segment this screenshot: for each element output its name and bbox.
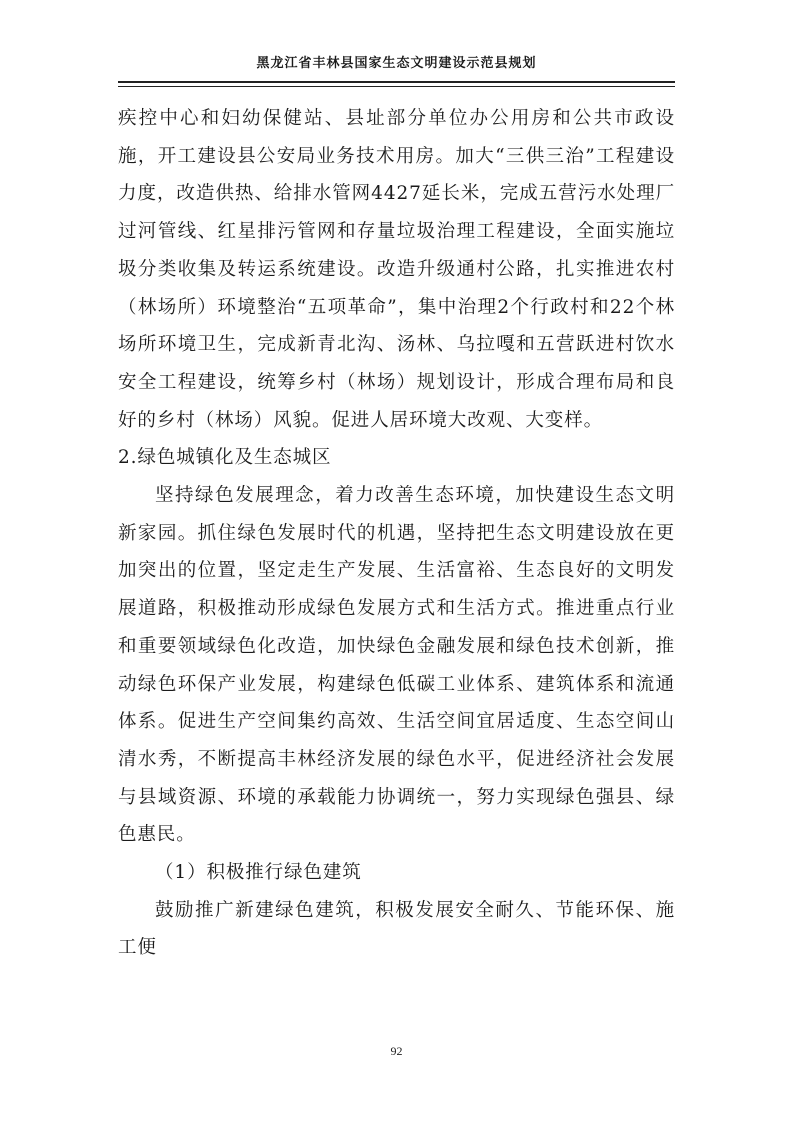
section-paragraph: 坚持绿色发展理念，着力改善生态环境，加快建设生态文明新家园。抓住绿色发展时代的机遇，坚持把生态文明建设放在更加突出的位置，坚定走生产发展、生活富裕、生态良好的文明发展道路，积极推动形成绿色发展方式和生活方式。推进重点行业和重要领域绿色化改造，加快绿色金融发展和绿色技术创新，推动绿色环保产业发展，构建绿色低碳工业体系、建筑体系和流通体系。促进生产空间集约高效、生活空间宜居适度、生态空间山清水秀，不断提高丰林经济发展的绿色水平，促进经济社会发展与县域资源、环境的承载能力协调统一，努力实现绿色强县、绿色惠民。: [118, 485, 675, 846]
document-body: [118, 100, 675, 967]
header-rule: [118, 81, 675, 83]
page-header-title: 黑龙江省丰林县国家生态文明建设示范县规划: [256, 56, 537, 71]
sub-heading: （1）积极推行绿色建筑: [155, 862, 362, 884]
section-heading: 2.绿色城镇化及生态城区: [118, 447, 332, 469]
header-rule-thin: [118, 86, 675, 87]
continued-paragraph: 疾控中心和妇幼保健站、县址部分单位办公用房和公共市政设施，开工建设县公安局业务技术用房。加大“三供三治”工程建设力度，改造供热、给排水管网4427延长米，完成五营污水处理厂过河管线、红星排污管网和存量垃圾治理工程建设，全面实施垃圾分类收集及转运系统建设。改造升级通村公路，扎实推进农村（林场所）环境整治“五项革命”，集中治理2个行政村和22个林场所环境卫生，完成新青北沟、汤林、乌拉嘎和五营跃进村饮水安全工程建设，统筹乡村（林场）规划设计，形成合理布局和良好的乡村（林场）风貌。促进人居环境大改观、大变样。: [118, 108, 675, 431]
sub-paragraph: 鼓励推广新建绿色建筑，积极发展安全耐久、节能环保、施工便: [118, 899, 675, 959]
page-number: 92: [390, 1044, 403, 1058]
